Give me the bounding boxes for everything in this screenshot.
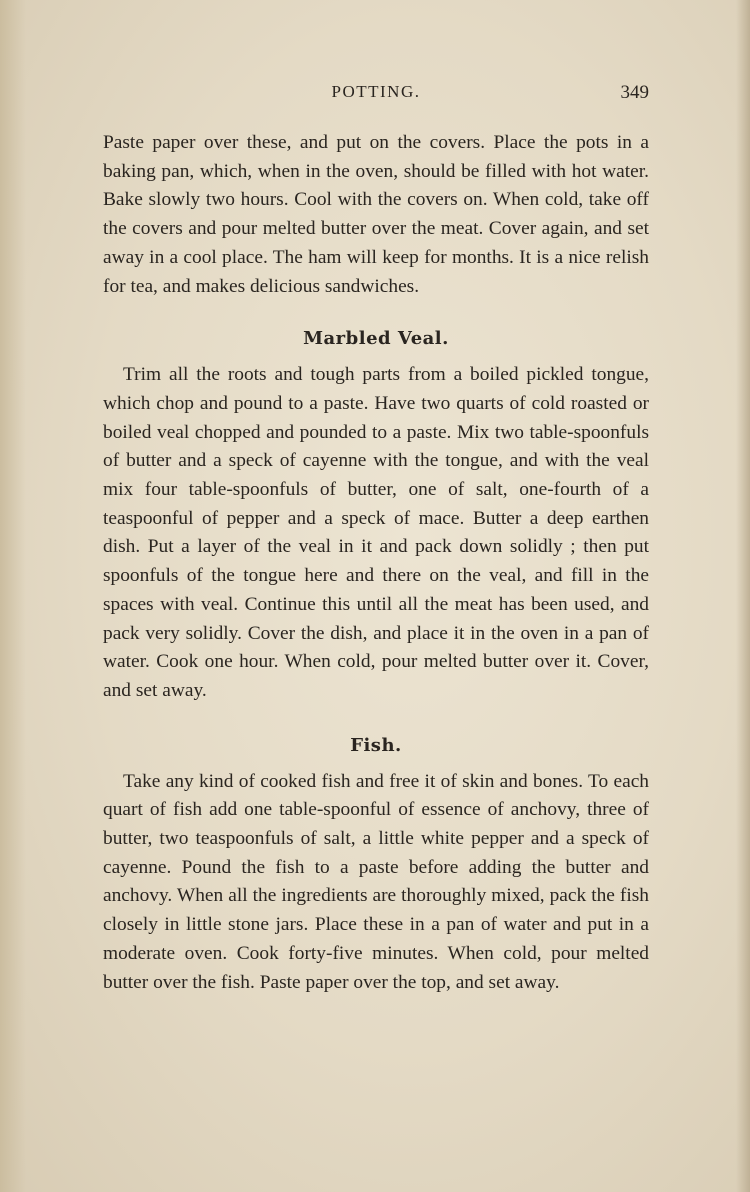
page-body <box>103 129 649 997</box>
running-header <box>103 82 649 108</box>
marbled-veal-paragraph: Trim all the roots and tough parts from a boiled pickled tongue, which chop and pound to a paste. Have two quarts of cold roasted or boiled veal chopped and pounded to a paste. Mix two table-spoonfuls of butter and a speck of cayenne with the tongue, and with the veal mix four table-spoonfuls of butter, one of salt, one-fourth of a teaspoonful of pepper and a speck of mace. Butter a deep earthen dish. Put a layer of the veal in it and pack down solidly ; then put spoonfuls of the tongue here and there on the veal, and fill in the spaces with veal. Continue this until all the meat has been used, and pack very solidly. Cover the dish, and place it in the oven in a pan of water. Cook one hour. When cold, pour melted butter over it. Cover, and set away. <box>103 364 649 701</box>
marbled-veal-heading: Marbled Veal. <box>303 328 449 350</box>
fish-paragraph: Take any kind of cooked fish and free it of skin and bones. To each quart of fish add one table-spoonful of essence of anchovy, three of butter, two teaspoonfuls of salt, a little white pepper and a speck of cayenne. Pound the fish to a paste before adding the butter and anchovy. When all the ingredients are thoroughly mixed, pack the fish closely in little stone jars. Place these in a pan of water and put in a moderate oven. Cook forty-five minutes. When cold, pour melted butter over the fish. Paste paper over the top, and set away. <box>103 770 649 993</box>
running-title: POTTING. <box>331 82 421 101</box>
intro-paragraph: Paste paper over these, and put on the covers. Place the pots in a baking pan, which, when in the oven, should be filled with hot water. Bake slowly two hours. Cool with the covers on. When cold, take off the covers and pour melted butter over the meat. Cover again, and set away in a cool place. The ham will keep for months. It is a nice relish for tea, and makes delicious sandwiches. <box>103 132 649 297</box>
page-number: 349 <box>620 82 649 103</box>
fish-heading: Fish. <box>350 734 402 756</box>
